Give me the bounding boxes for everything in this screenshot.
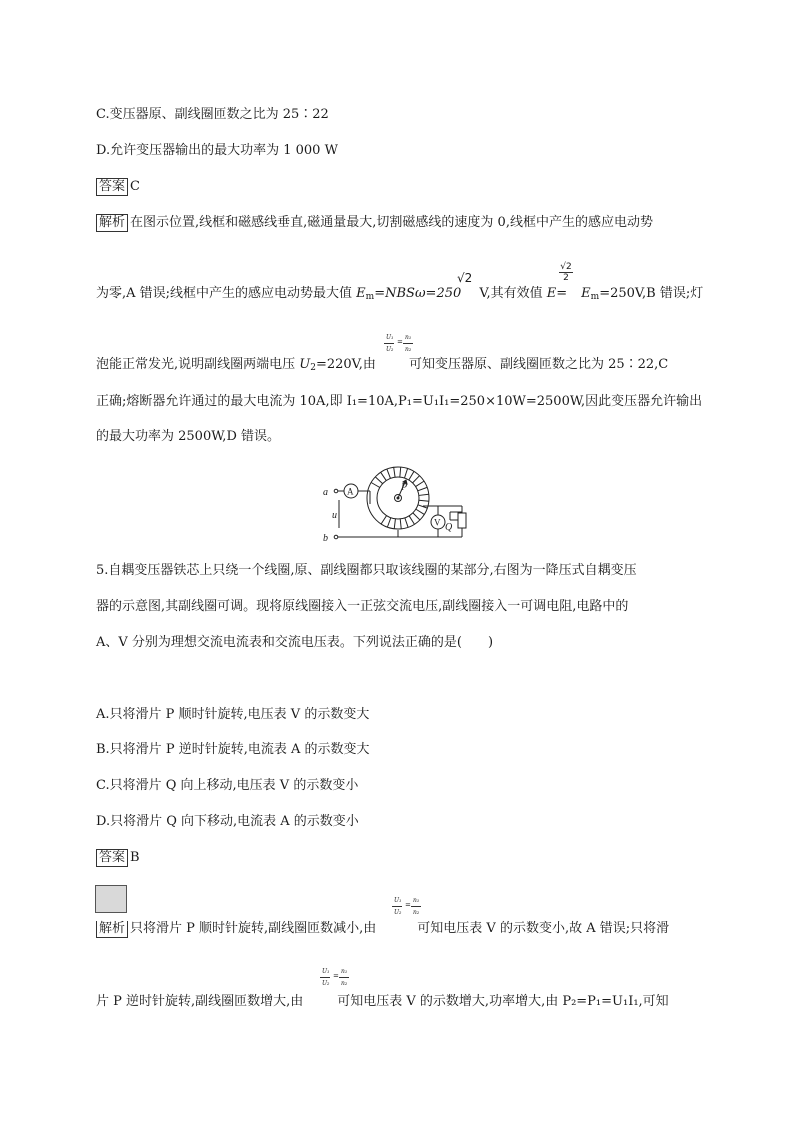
coil-winding: [416, 481, 424, 486]
frac-n1: n₁: [341, 968, 348, 975]
frac-bar: [392, 906, 402, 907]
label-b: b: [323, 533, 328, 544]
coil-winding: [409, 471, 414, 480]
frac-u1: U₁: [386, 334, 394, 341]
answer-value: C: [130, 179, 140, 194]
slider-q-label: Q: [445, 522, 453, 533]
question-5-line-2: 器的示意图,其副线圈可调。现将原线圈接入一正弦交流电压,副线圈接入一可调电阻,电路中的: [96, 599, 629, 614]
frac-den: 2: [559, 272, 573, 283]
answer-value: B: [130, 850, 140, 865]
coil-winding: [394, 467, 395, 477]
frac-bar: [339, 977, 349, 978]
analysis-5-line-1: [96, 920, 669, 938]
frac-n2: n₂: [413, 909, 420, 916]
text-run: 为零,A 错误;线框中产生的感应电动势最大值: [96, 286, 357, 301]
coil-winding: [381, 472, 387, 480]
coil-winding: [404, 469, 407, 479]
coil-winding: [387, 469, 391, 478]
analysis-4-line-1: [96, 214, 653, 232]
answer-4: [96, 178, 140, 196]
text-run: 可知电压表 V 的示数增大,功率增大,由 P₂=P₁=U₁I₁,可知: [337, 994, 669, 1009]
voltmeter-label: V: [434, 517, 441, 528]
frac-u2: U₂: [322, 980, 330, 987]
frac-eq: =: [405, 901, 411, 909]
analysis-label: 解析: [96, 921, 128, 938]
answer-label: 答案: [96, 178, 128, 196]
analysis-4-line-4: 正确;熔断器允许通过的最大电流为 10A,即 I₁=10A,P₁=U₁I₁=250×10W=2500W,因此变压器允许输出: [96, 394, 703, 409]
coil-winding: [418, 487, 427, 490]
option-d: D.只将滑片 Q 向下移动,电流表 A 的示数变小: [96, 814, 359, 829]
coil-winding: [413, 476, 420, 483]
fraction-sqrt2-over-2: [559, 262, 573, 283]
frac-u1: U₁: [394, 897, 402, 904]
analysis-text: 在图示位置,线框和磁感线垂直,磁通量最大,切割磁感线的速度为 0,线框中产生的感应电动势: [130, 215, 653, 230]
label-a: a: [323, 487, 328, 498]
ammeter-label: A: [347, 486, 354, 497]
ratio-fraction: [392, 897, 424, 921]
coil-winding: [375, 477, 382, 484]
ratio-fraction: [384, 334, 416, 358]
answer-5: [96, 849, 140, 867]
option-c-prev: C.变压器原、副线圈匝数之比为 25∶22: [96, 107, 329, 122]
math-u: U: [299, 357, 311, 372]
frac-bar: [384, 343, 394, 344]
math-em: E: [581, 286, 591, 301]
coil-winding: [405, 518, 408, 527]
frac-n1: n₁: [405, 334, 412, 341]
text-run: V,其有效值: [475, 286, 547, 301]
text-run: =220V,由: [315, 357, 376, 372]
question-5-line-1: 5.自耦变压器铁芯上只绕一个线圈,原、副线圈都只取该线圈的某部分,右图为一降压式自耦变压: [96, 563, 637, 578]
answer-label: 答案: [96, 849, 128, 867]
frac-n2: n₂: [405, 346, 412, 353]
coil-winding: [409, 516, 414, 524]
frac-eq: =: [397, 338, 403, 346]
analysis-5-line-2: [96, 993, 669, 1011]
text-run: 可知电压表 V 的示数变小,故 A 错误;只将滑: [417, 921, 670, 936]
frac-n2: n₂: [341, 980, 348, 987]
frac-eq: =: [333, 972, 339, 980]
math-expr: =NBSω=250: [374, 286, 462, 301]
coil-winding: [419, 494, 429, 495]
frac-bar: [403, 343, 413, 344]
frac-u1: U₁: [322, 968, 330, 975]
text-run: 可知变压器原、副线圈匝数之比为 25∶22,C: [408, 357, 669, 372]
coil-winding: [419, 500, 429, 501]
text-run: 泡能正常发光,说明副线圈两端电压: [96, 357, 300, 372]
math-sub: 2: [310, 363, 316, 373]
sqrt-two: √2: [457, 271, 473, 285]
analysis-4-line-2: [96, 285, 703, 303]
option-a: A.只将滑片 P 顺时针旋转,电压表 V 的示数变大: [96, 707, 370, 722]
coil-winding: [371, 483, 380, 488]
slider-p-label: P: [401, 482, 408, 493]
option-b: B.只将滑片 P 逆时针旋转,电流表 A 的示数变大: [96, 742, 370, 757]
coil-winding: [413, 513, 420, 520]
autotransformer-figure: [320, 460, 480, 544]
coil-winding: [416, 509, 424, 514]
option-c: C.只将滑片 Q 向上移动,电压表 V 的示数变小: [96, 778, 359, 793]
frac-u2: U₂: [386, 346, 394, 353]
analysis-4-line-5: 的最大功率为 2500W,D 错误。: [96, 429, 280, 444]
text-run: =250V,B 错误;灯: [599, 286, 704, 301]
coil-winding: [381, 516, 386, 524]
text-run: 片 P 逆时针旋转,副线圈匝数增大,由: [96, 994, 304, 1009]
coil-winding: [400, 467, 401, 477]
frac-u2: U₂: [394, 909, 402, 916]
ratio-fraction: [320, 968, 352, 992]
coil-winding: [400, 519, 401, 529]
math-e: E=: [546, 286, 568, 301]
question-5-line-3: A、V 分别为理想交流电流表和交流电压表。下列说法正确的是( ): [96, 635, 494, 650]
analysis-label-box: [95, 885, 127, 913]
analysis-4-line-3: [96, 356, 668, 374]
option-d-prev: D.允许变压器输出的最大功率为 1 000 W: [96, 143, 338, 158]
label-u: u: [332, 510, 337, 521]
math-sub: m: [590, 292, 600, 302]
text-run: 只将滑片 P 顺时针旋转,副线圈匝数减小,由: [130, 921, 377, 936]
analysis-label: 解析: [96, 214, 128, 232]
coil-winding: [394, 519, 395, 529]
math-sub: m: [365, 292, 375, 302]
coil-winding: [387, 518, 390, 527]
frac-bar: [320, 977, 330, 978]
frac-num: √2: [560, 262, 572, 272]
math-em: E: [356, 286, 366, 301]
frac-n1: n₁: [413, 897, 420, 904]
frac-bar: [411, 906, 421, 907]
